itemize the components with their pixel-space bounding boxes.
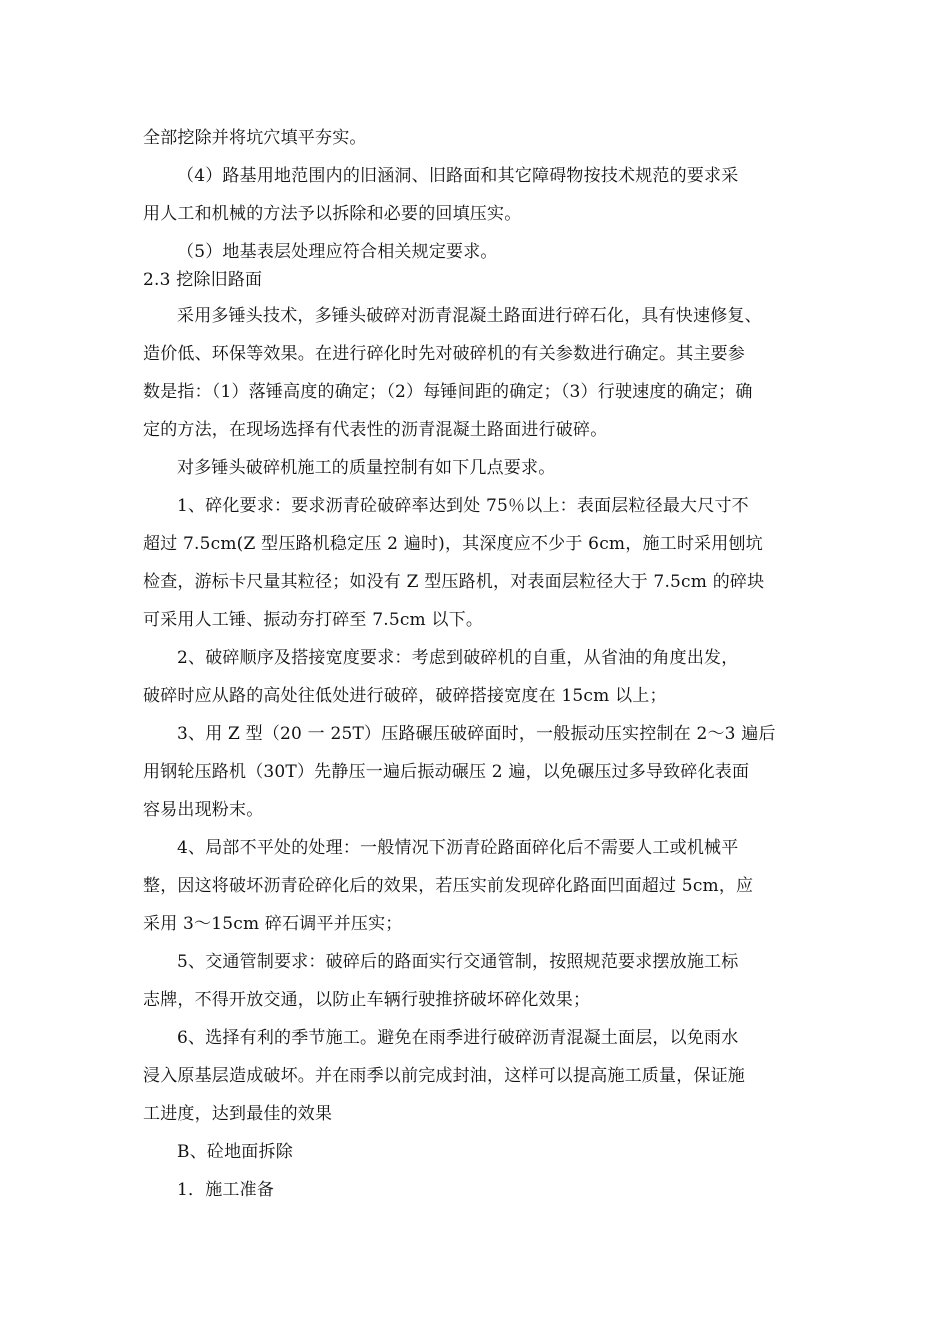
text-line: 超过 7.5cm(Z 型压路机稳定压 2 遍时)，其深度应不少于 6cm，施工时采用刨坑 [143, 534, 763, 554]
text-line: 用钢轮压路机（30T）先静压一遍后振动碾压 2 遍，以免碾压过多导致碎化表面 [143, 762, 750, 782]
document-page [143, 119, 808, 1209]
text-line: 容易出现粉末。 [143, 800, 264, 820]
text-line: 全部挖除并将坑穴填平夯实。 [143, 128, 367, 148]
text-line: 3、用 Z 型（20 一 25T）压路碾压破碎面时，一般振动压实控制在 2～3 遍后 [177, 724, 776, 744]
text-line: 6、选择有利的季节施工。避免在雨季进行破碎沥青混凝土面层，以免雨水 [177, 1028, 739, 1048]
text-line: 数是指：（1）落锤高度的确定；（2）每锤间距的确定；（3）行驶速度的确定；确 [143, 382, 753, 402]
text-line: 对多锤头破碎机施工的质量控制有如下几点要求。 [177, 458, 556, 478]
text-line: 工进度，达到最佳的效果 [143, 1104, 333, 1124]
text-line: 可采用人工锤、振动夯打碎至 7.5cm 以下。 [143, 610, 484, 630]
text-line: 检查，游标卡尺量其粒径；如没有 Z 型压路机，对表面层粒径大于 7.5cm 的碎块 [143, 572, 765, 592]
text-line: 浸入原基层造成破坏。并在雨季以前完成封油，这样可以提高施工质量，保证施 [143, 1066, 745, 1086]
text-line: 破碎时应从路的高处往低处进行破碎，破碎搭接宽度在 15cm 以上； [143, 686, 667, 706]
text-line: 1、碎化要求：要求沥青砼破碎率达到处 75％以上：表面层粒径最大尺寸不 [177, 496, 749, 516]
text-line: 5、交通管制要求：破碎后的路面实行交通管制，按照规范要求摆放施工标 [177, 952, 739, 972]
text-line: 4、局部不平处的处理：一般情况下沥青砼路面碎化后不需要人工或机械平 [177, 838, 739, 858]
text-line: 定的方法，在现场选择有代表性的沥青混凝土路面进行破碎。 [143, 420, 608, 440]
text-line: （5）地基表层处理应符合相关规定要求。 [177, 242, 498, 262]
text-line: 2、破碎顺序及搭接宽度要求：考虑到破碎机的自重，从省油的角度出发， [177, 648, 739, 668]
text-line: 用人工和机械的方法予以拆除和必要的回填压实。 [143, 204, 522, 224]
section-heading: 2.3 挖除旧路面 [143, 270, 263, 290]
subsection-heading: 1．施工准备 [177, 1180, 275, 1200]
text-line: 采用多锤头技术，多锤头破碎对沥青混凝土路面进行碎石化，具有快速修复、 [177, 306, 762, 326]
subsection-heading: B、砼地面拆除 [177, 1142, 293, 1162]
text-line: （4）路基用地范围内的旧涵洞、旧路面和其它障碍物按技术规范的要求采 [177, 166, 739, 186]
text-line: 采用 3～15cm 碎石调平并压实； [143, 914, 403, 934]
text-line: 志牌，不得开放交通，以防止车辆行驶推挤破坏碎化效果； [143, 990, 591, 1010]
text-line: 整，因这将破坏沥青砼碎化后的效果，若压实前发现碎化路面凹面超过 5cm，应 [143, 876, 754, 896]
text-line: 造价低、环保等效果。在进行碎化时先对破碎机的有关参数进行确定。其主要参 [143, 344, 745, 364]
